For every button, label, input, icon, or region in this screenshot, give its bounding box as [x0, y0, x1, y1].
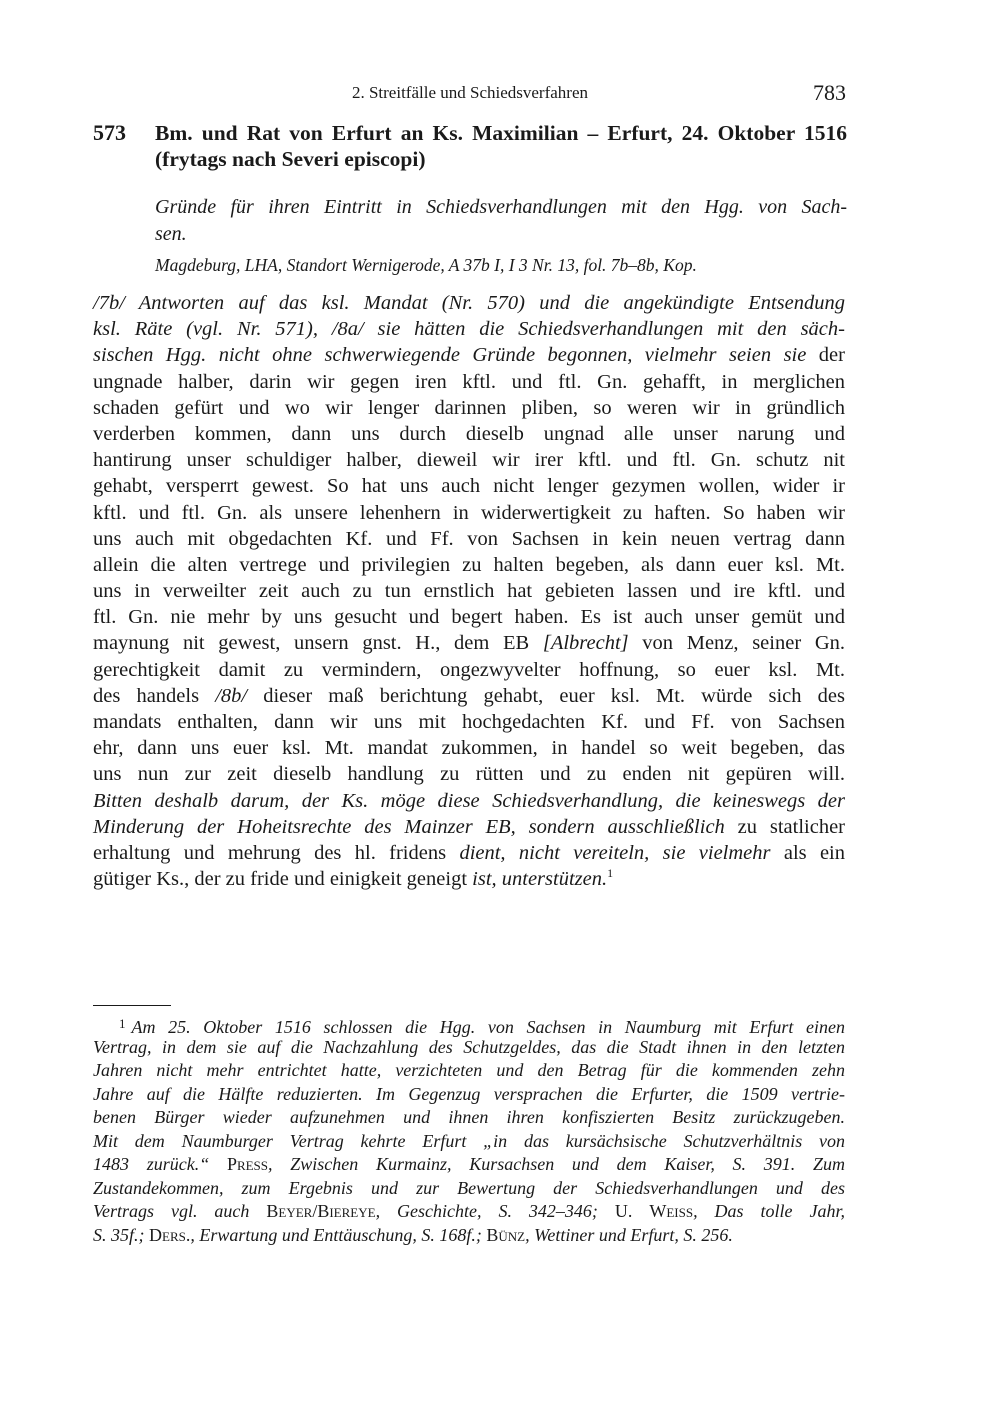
body-line — [93, 814, 845, 840]
body-line — [93, 761, 845, 787]
body-line — [93, 840, 845, 866]
text-segment: mandats enthalten, dann wir uns mit hochgedachten Kf. und Ff. von Sachsen — [93, 711, 845, 733]
body-text — [93, 290, 845, 892]
body-line — [93, 604, 845, 630]
footnote-segment: , Erwartung und Enttäuschung, S. 168f.; — [190, 1224, 487, 1245]
italic-segment: ksl. Räte (vgl. Nr. 571), /8a/ sie hätten die Schiedsverhandlungen mit den säch- — [93, 318, 845, 341]
text-segment: der — [806, 344, 845, 367]
footnote-line — [93, 1036, 845, 1060]
body-line — [93, 421, 845, 447]
body-line — [93, 788, 845, 814]
footnote-segment: Vertrag, in dem sie auf die Nachzahlung des Schutzgeldes, das die Stadt ihnen in den letzten — [93, 1036, 845, 1057]
summary-line: sen. — [155, 223, 187, 245]
footnote-segment: , Wettiner und Erfurt, S. 256. — [525, 1224, 733, 1245]
footnote-line — [93, 1130, 845, 1154]
body-line — [93, 552, 845, 578]
body-line — [93, 709, 845, 735]
text-segment: ungnade halber, darin wir gegen iren kftl. und ftl. Gn. gehafft, in merglichen — [93, 370, 845, 393]
text-segment: kftl. und ftl. Gn. als unsere lehenhern in widerwertigkeit zu haften. So haben wir — [93, 501, 845, 524]
text-segment: uns nun zur zeit dieselb handlung zu rütten und zu enden nit gepüren will. — [93, 763, 845, 786]
text-segment: hantirung unser schuldiger halber, dieweil wir irer kftl. und ftl. Gn. schutz nit — [93, 449, 845, 472]
body-line — [93, 316, 845, 342]
author-name: Ders. — [149, 1224, 191, 1245]
italic-segment: /8b/ — [215, 684, 248, 707]
footnote-line — [93, 1153, 845, 1177]
body-line — [93, 473, 845, 499]
document-title-line: (frytags nach Severi episcopi) — [155, 147, 426, 171]
text-segment: verderben kommen, dann uns durch dieselb ungnad alle unser narung und — [93, 422, 845, 445]
footnote-segment: 1483 zurück.“ — [93, 1154, 227, 1174]
author-name: Beyer/Biereye — [266, 1201, 376, 1221]
text-segment: als ein — [770, 841, 846, 864]
text-segment: schaden gefürt und wo wir lenger darinnen pliben, so weren wir in gründlich — [93, 396, 845, 419]
text-segment: erhaltung und mehrung des hl. fridens — [93, 841, 460, 864]
author-name: Bünz — [486, 1224, 526, 1245]
document-number: 573 — [93, 120, 126, 145]
footnote-segment: U. — [614, 1201, 650, 1221]
body-line — [93, 526, 845, 552]
footnote-line — [93, 1224, 845, 1248]
document-title-line: Bm. und Rat von Erfurt an Ks. Maximilian – Erfurt, 24. Oktober 1516 — [155, 121, 847, 145]
body-line — [93, 369, 845, 395]
archival-source: Magdeburg, LHA, Standort Wernigerode, A 37b I, I 3 Nr. 13, fol. 7b–8b, Kop. — [155, 255, 697, 275]
footnote-segment: Jahren nicht mehr entrichtet hatte, verzichteten und den Betrag für die kommenden zehn — [93, 1060, 845, 1080]
footnote-line — [93, 1059, 845, 1083]
footnote-segment: S. 35f.; — [93, 1224, 149, 1245]
footnote-line — [93, 1012, 845, 1036]
body-line — [93, 447, 845, 473]
body-line — [93, 578, 845, 604]
footnote-segment: Zustandekommen, zum Ergebnis und zur Bewertung der Schiedsverhandlungen und des — [93, 1177, 845, 1198]
text-segment: ehr, dann uns euer ksl. Mt. mandat zukommen, in handel so weit begeben, das — [93, 737, 845, 760]
text-segment: dieser maß berichtung gehabt, euer ksl. Mt. würde sich des — [247, 684, 845, 707]
italic-segment: /7b/ Antworten auf das ksl. Mandat (Nr. 570) und die angekündigte Entsendung — [93, 292, 845, 314]
footnote-reference[interactable]: 1 — [607, 866, 614, 881]
footnote-segment: Vertrags vgl. auch — [93, 1201, 267, 1221]
footnote-segment: , Zwischen Kurmainz, Kursachsen und dem Kaiser, S. 391. Zum — [268, 1154, 845, 1174]
footnote-mark: 1 — [119, 1016, 126, 1031]
author-name: Press — [226, 1154, 269, 1174]
footnotes — [93, 1012, 845, 1247]
footnote-line — [93, 1200, 845, 1224]
document-summary — [155, 194, 847, 248]
text-segment: uns in verweilter zeit auch zu tun ernstlich hat gebieten lassen und ire kftl. und — [93, 580, 845, 603]
italic-segment: Bitten deshalb darum, der Ks. möge diese Schiedsverhandlung, die keineswegs der — [93, 789, 845, 812]
text-segment: gütiger Ks., der zu fride und einigkeit geneigt — [93, 868, 473, 891]
running-head — [0, 80, 1004, 106]
body-line — [93, 683, 845, 709]
body-line — [93, 395, 845, 421]
body-line — [93, 657, 845, 683]
page-number: 783 — [813, 80, 846, 105]
document-title — [155, 120, 847, 172]
text-segment: maynung nit gewest, unsern gnst. H., dem EB — [93, 632, 543, 655]
footnote-segment: benen Bürger wieder aufzunehmen und ihnen ihren konfiszierten Besitz zurückzugeben. — [93, 1107, 845, 1127]
body-line — [93, 630, 845, 656]
summary-line: Gründe für ihren Eintritt in Schiedsverhandlungen mit den Hgg. von Sach- — [155, 196, 847, 218]
body-line — [93, 500, 845, 526]
footnote-separator — [93, 1005, 171, 1006]
body-line — [93, 866, 845, 892]
footnote-segment: Jahre auf die Hälfte reduzierten. Im Gegenzug versprachen die Erfurter, die 1509 vertrie- — [93, 1083, 845, 1104]
running-head-section-title: 2. Streitfälle und Schiedsverfahren — [351, 83, 589, 102]
text-segment: von Menz, seiner Gn. — [628, 632, 845, 655]
footnote-line — [93, 1083, 845, 1107]
footnote-segment: Mit dem Naumburger Vertrag kehrte Erfurt „in das kursächsische Schutzverhältnis von — [93, 1130, 845, 1151]
italic-segment: [Albrecht] — [542, 632, 629, 655]
text-segment: ftl. Gn. nie mehr by uns gesucht und begert haben. Es ist auch unser gemüt und — [93, 606, 845, 629]
italic-segment: Minderung der Hoheitsrechte des Mainzer EB, sondern ausschließlich — [93, 815, 725, 838]
italic-segment: dient, nicht vereiteln, sie vielmehr — [459, 841, 771, 864]
text-segment: zu statlicher — [724, 815, 846, 838]
text-segment: allein die alten vertrege und privilegien zu halten begeben, als dann euer ksl. Mt. — [93, 553, 845, 576]
italic-segment: ist, unterstützen. — [472, 868, 608, 891]
text-segment: gehabt, versperrt gewest. So hat uns auch nicht lenger gezymen wollen, wider ir — [93, 475, 845, 498]
text-segment: gerechtigkeit damit zu vermindern, ongezwyvelter hoffnung, so euer ksl. Mt. — [93, 658, 845, 681]
italic-segment: sischen Hgg. nicht ohne schwerwiegende Gründe begonnen, vielmehr seien sie — [93, 344, 807, 367]
body-line — [93, 290, 845, 316]
footnote-segment: , Das tolle Jahr, — [693, 1201, 845, 1221]
body-line — [93, 342, 845, 368]
body-line — [93, 735, 845, 761]
text-segment: des handels — [93, 684, 216, 707]
author-name: Weiß — [649, 1201, 694, 1221]
footnote-segment: , Geschichte, S. 342–346; — [375, 1201, 615, 1221]
footnote-line — [93, 1177, 845, 1201]
footnote-line — [93, 1106, 845, 1130]
text-segment: uns auch mit obgedachten Kf. und Ff. von Sachsen in kein neuen vertrag dann — [93, 527, 845, 550]
footnote-segment: Am 25. Oktober 1516 schlossen die Hgg. von Sachsen in Naumburg mit Erfurt einen — [131, 1017, 845, 1037]
